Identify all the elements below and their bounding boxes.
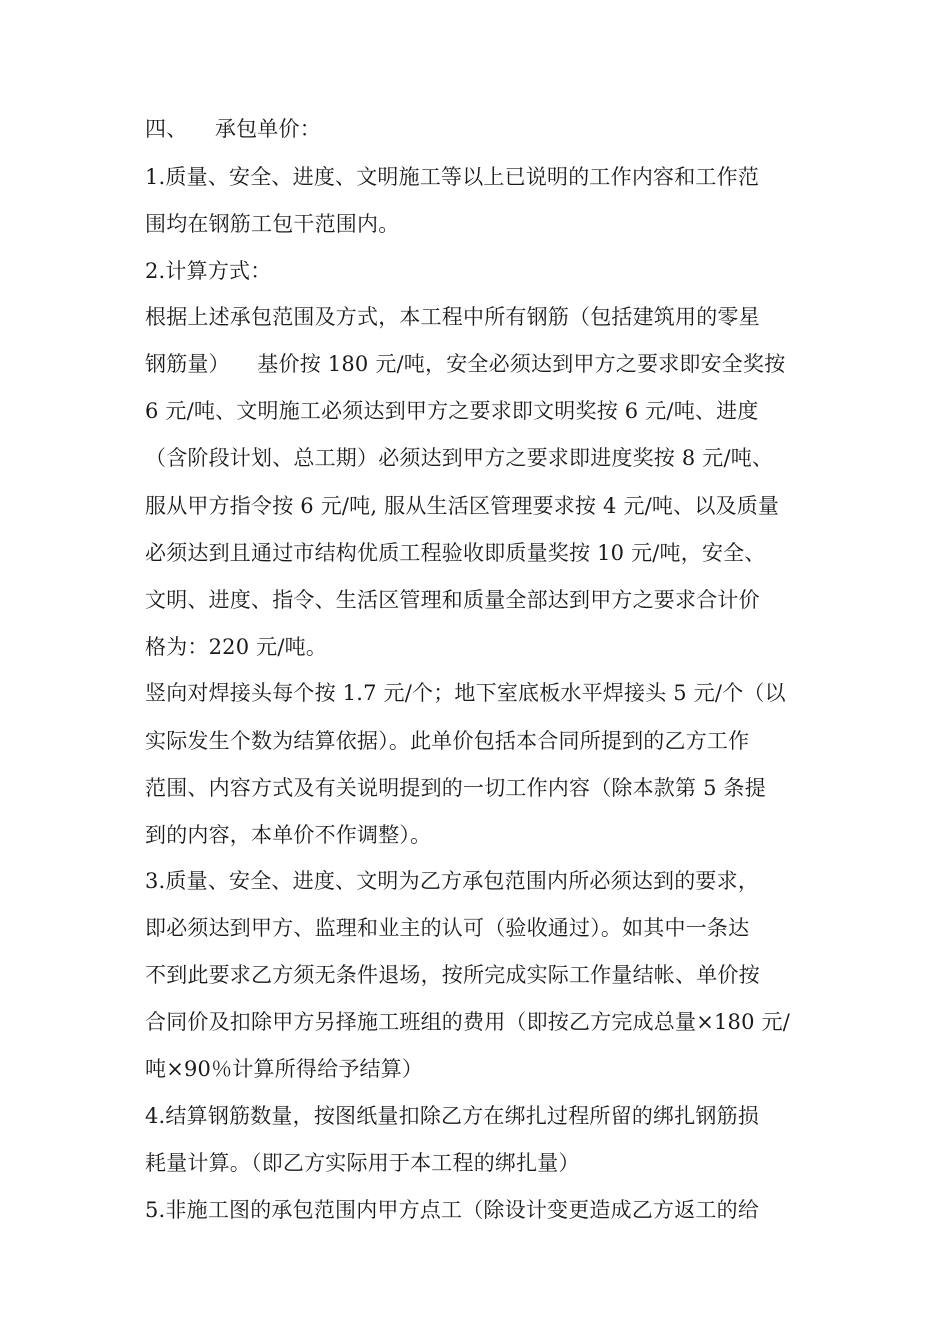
paragraph-line: 吨×90％计算所得给予结算） — [145, 1057, 424, 1081]
paragraph-line: 不到此要求乙方须无条件退场，按所完成实际工作量结帐、单价按 — [145, 963, 760, 987]
paragraph-line: 1.质量、安全、进度、文明施工等以上已说明的工作内容和工作范 — [145, 165, 760, 189]
paragraph-line: 5.非施工图的承包范围内甲方点工（除设计变更造成乙方返工的给 — [145, 1198, 760, 1222]
paragraph-line: 即必须达到甲方、监理和业主的认可（验收通过）。如其中一条达 — [145, 916, 750, 940]
paragraph-line: （含阶段计划、总工期）必须达到甲方之要求即进度奖按 8 元/吨、 — [145, 446, 774, 470]
paragraph-line: 竖向对焊接头每个按 1.7 元/个；地下室底板水平焊接头 5 元/个（以 — [145, 681, 786, 705]
paragraph-line: 服从甲方指令按 6 元/吨, 服从生活区管理要求按 4 元/吨、以及质量 — [145, 494, 780, 518]
paragraph-line: 4.结算钢筋数量，按图纸量扣除乙方在绑扎过程所留的绑扎钢筋损 — [145, 1104, 760, 1128]
paragraph-line: 必须达到且通过市结构优质工程验收即质量奖按 10 元/吨，安全、 — [145, 541, 766, 565]
paragraph-line: 6 元/吨、文明施工必须达到甲方之要求即文明奖按 6 元/吨、进度 — [145, 399, 759, 423]
paragraph-line: 3.质量、安全、进度、文明为乙方承包范围内所必须达到的要求， — [145, 869, 760, 893]
paragraph-line: 到的内容，本单价不作调整）。 — [145, 823, 432, 847]
paragraph-line: 文明、进度、指令、生活区管理和质量全部达到甲方之要求合计价 — [145, 588, 760, 612]
paragraph-line: 耗量计算。（即乙方实际用于本工程的绑扎量） — [145, 1151, 580, 1175]
paragraph-line: 2.计算方式： — [145, 259, 272, 283]
section-heading: 四、 承包单价： — [145, 117, 321, 141]
paragraph-line: 格为：220 元/吨。 — [145, 635, 328, 659]
paragraph-line: 钢筋量） 基价按 180 元/吨，安全必须达到甲方之要求即安全奖按 — [145, 352, 786, 376]
paragraph-line: 实际发生个数为结算依据）。此单价包括本合同所提到的乙方工作 — [145, 729, 750, 753]
paragraph-line: 围均在钢筋工包干范围内。 — [145, 212, 400, 236]
paragraph-line: 合同价及扣除甲方另择施工班组的费用（即按乙方完成总量×180 元/ — [145, 1010, 791, 1034]
paragraph-line: 根据上述承包范围及方式，本工程中所有钢筋（包括建筑用的零星 — [145, 305, 760, 329]
paragraph-line: 范围、内容方式及有关说明提到的一切工作内容（除本款第 5 条提 — [145, 776, 766, 800]
